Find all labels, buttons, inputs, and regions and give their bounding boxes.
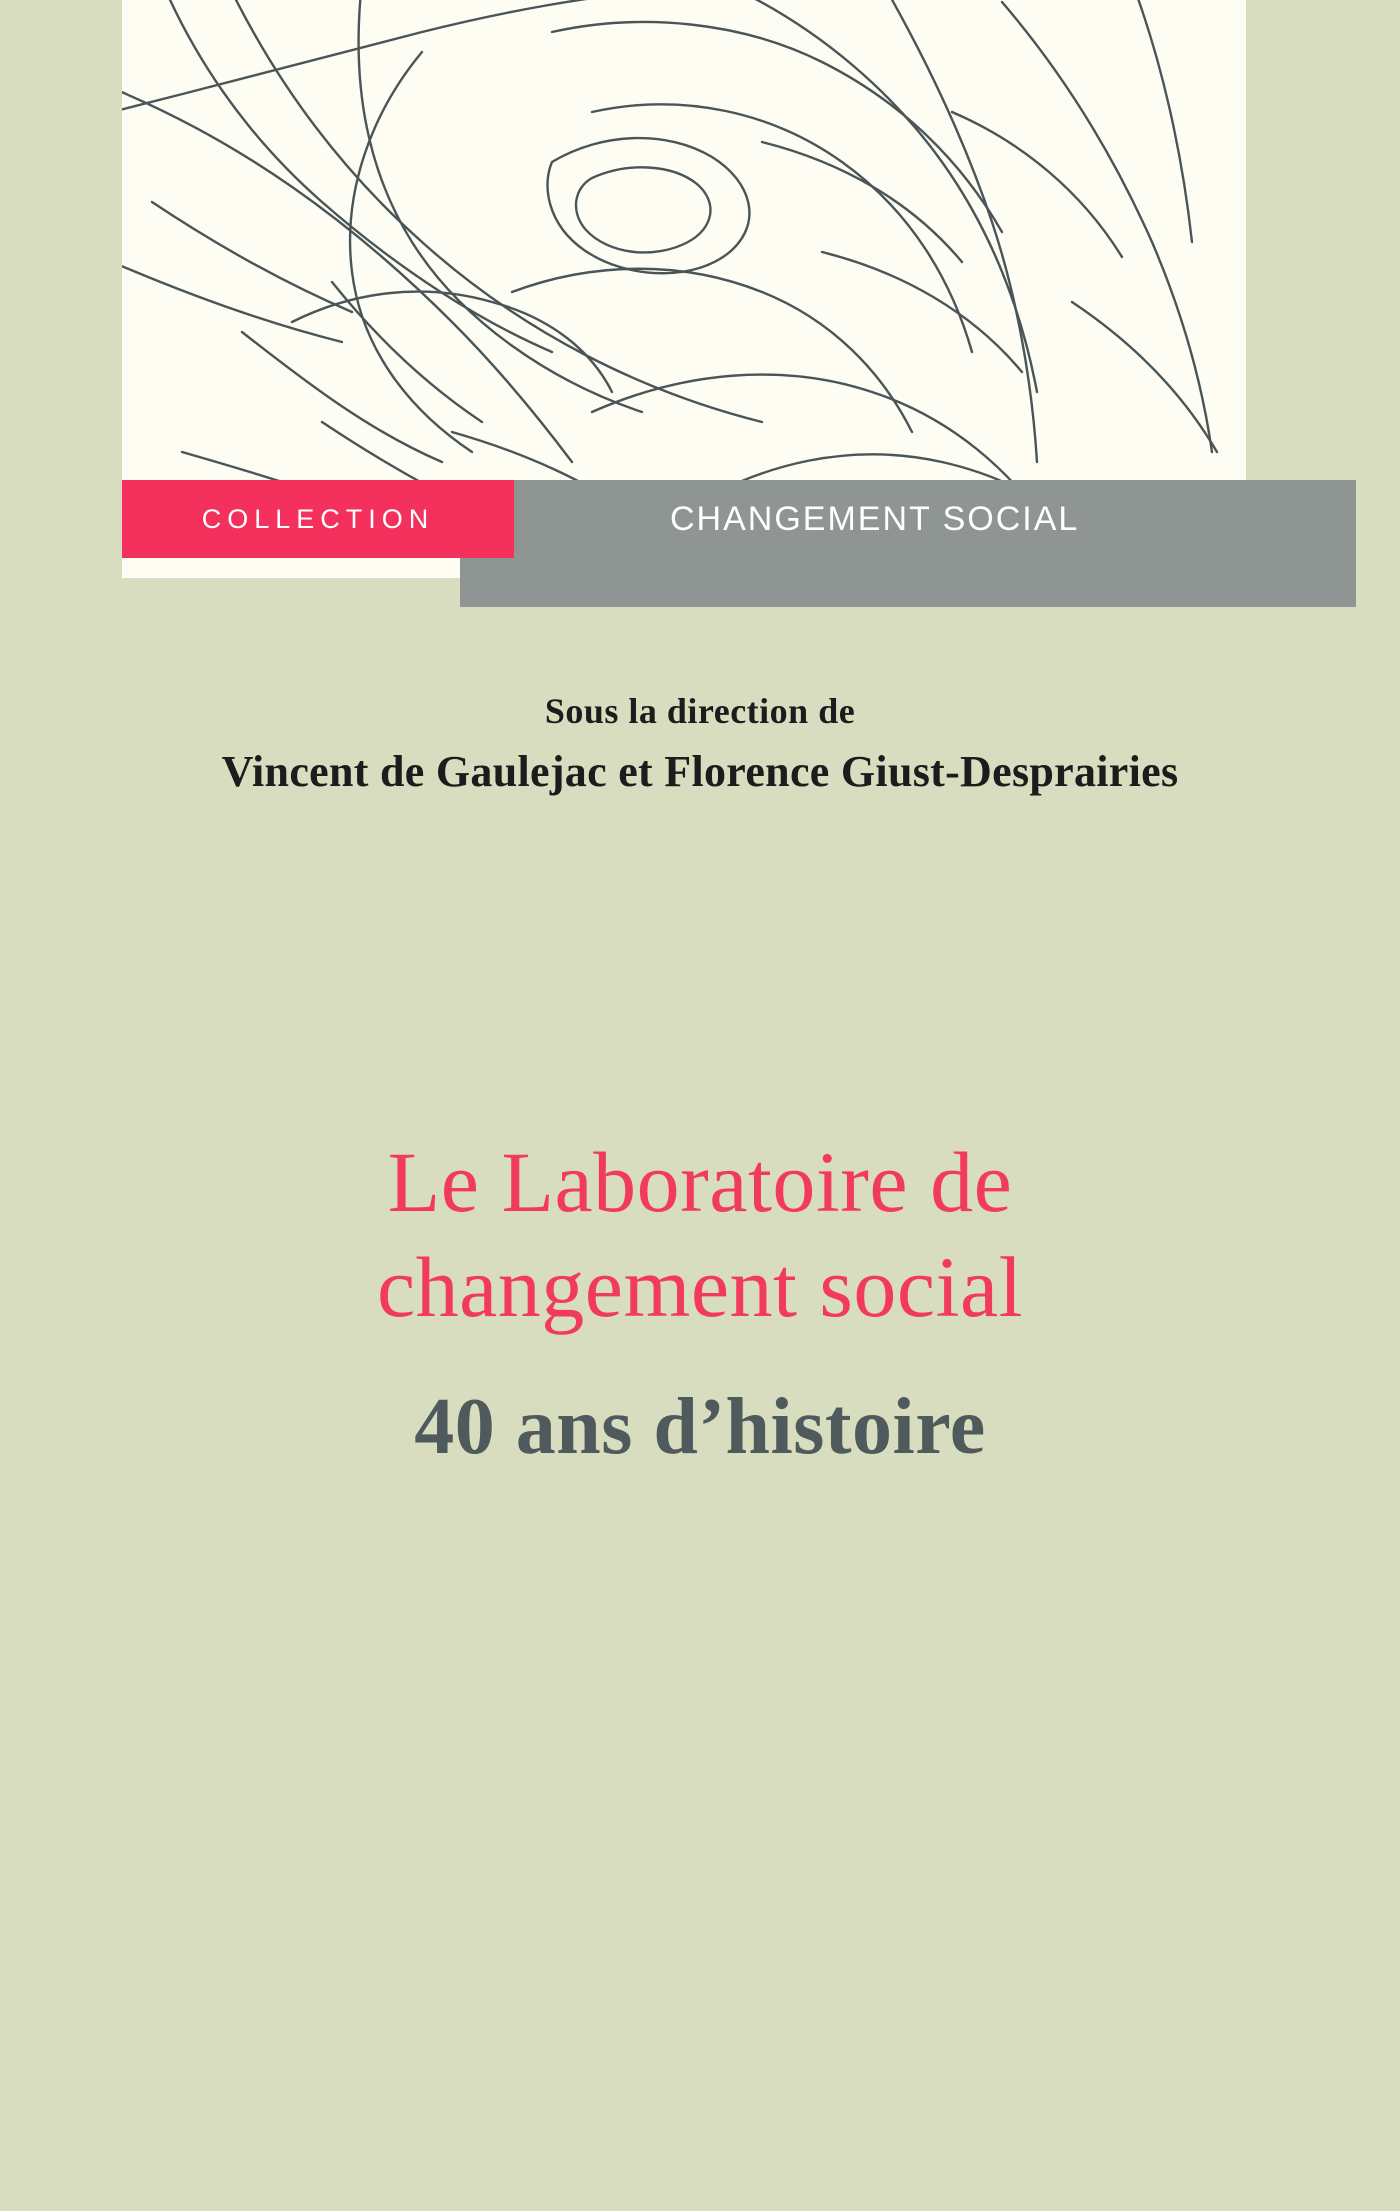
editors-prefix: Sous la direction de (544, 691, 856, 731)
editors-block (0, 690, 1400, 797)
collection-band (122, 480, 1232, 558)
collection-name: CHANGEMENT SOCIAL (670, 500, 1080, 538)
book-subtitle: 40 ans d’histoire (414, 1382, 986, 1471)
collection-label: COLLECTION (201, 504, 435, 534)
title-block (0, 1130, 1400, 1473)
editors-names: Vincent de Gaulejac et Florence Giust-Desprairies (221, 747, 1179, 796)
book-title-line-1: Le Laboratoire de (387, 1134, 1013, 1230)
book-title-line-2: changement social (376, 1238, 1024, 1335)
